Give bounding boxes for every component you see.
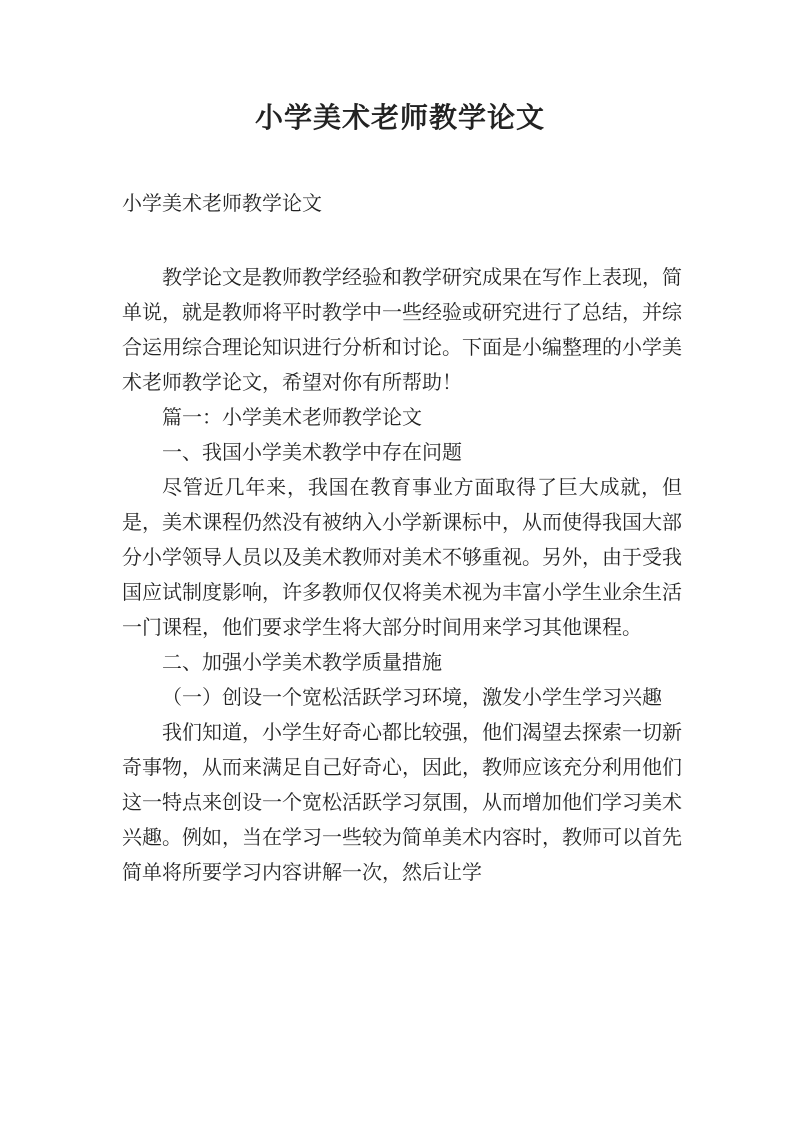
paragraph-intro: 教学论文是教师教学经验和教学研究成果在写作上表现，简单说，就是教师将平时教学中一些经验或研究进行了总结，并综合运用综合理论知识进行分析和讨论。下面是小编整理的小学美术老师教学论文，希望对你有所帮助！ [122,265,682,394]
section-heading-measures: 二、加强小学美术教学质量措施 [162,650,442,674]
paragraph-environment: 我们知道，小学生好奇心都比较强，他们渴望去探索一切新奇事物，从而来满足自己好奇心，因此，教师应该充分利用他们这一特点来创设一个宽松活跃学习氛围，从而增加他们学习美术兴趣。例如，当在学习一些较为简单美术内容时，教师可以首先简单将所要学习内容讲解一次，然后让学 [122,720,682,884]
document-title: 小学美术老师教学论文 [254,101,545,134]
section-heading-problems: 一、我国小学美术教学中存在问题 [162,440,462,464]
subsection-heading-environment: （一）创设一个宽松活跃学习环境，激发小学生学习兴趣 [162,685,662,709]
document-subtitle: 小学美术老师教学论文 [122,191,322,215]
document-body [122,260,682,890]
section-heading-part-one: 篇一：小学美术老师教学论文 [162,405,422,429]
paragraph-problems: 尽管近几年来，我国在教育事业方面取得了巨大成就，但是，美术课程仍然没有被纳入小学新课标中，从而使得我国大部分小学领导人员以及美术教师对美术不够重视。另外，由于受我国应试制度影响，许多教师仅仅将美术视为丰富小学生业余生活一门课程，他们要求学生将大部分时间用来学习其他课程。 [122,475,682,639]
